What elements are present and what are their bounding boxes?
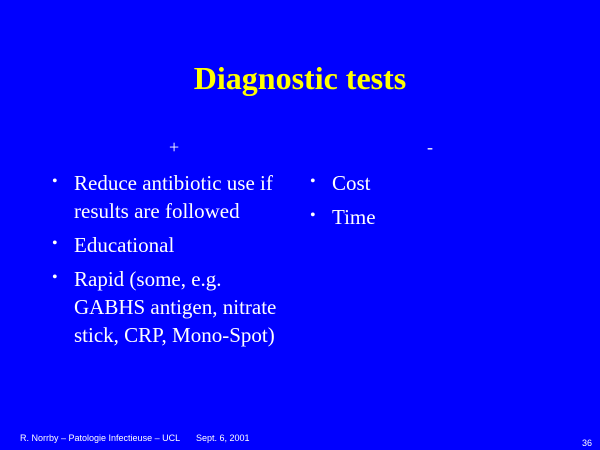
list-item	[52, 265, 292, 349]
con-item-text: Time	[332, 205, 376, 229]
pro-item-text: Reduce antibiotic use if results are followed	[74, 171, 273, 223]
pro-item-text: Rapid (some, e.g. GABHS antigen, nitrate stick, CRP, Mono-Spot)	[74, 267, 277, 347]
pros-heading: +	[169, 137, 180, 157]
bullet-icon: •	[310, 207, 316, 224]
bullet-icon: •	[52, 173, 58, 190]
con-item-text: Cost	[332, 171, 371, 195]
list-item	[52, 231, 292, 259]
list-item	[310, 169, 510, 197]
pros-list	[52, 169, 292, 355]
slide-title: Diagnostic tests	[193, 60, 407, 96]
footer-date: Sept. 6, 2001	[196, 433, 250, 443]
bullet-icon: •	[52, 235, 58, 252]
list-item	[310, 203, 510, 231]
bullet-icon: •	[310, 173, 316, 190]
list-item	[52, 169, 292, 225]
pro-item-text: Educational	[74, 233, 175, 257]
cons-list	[310, 169, 510, 237]
page-number: 36	[582, 438, 593, 448]
footer-author: R. Norrby – Patologie Infectieuse – UCL	[20, 433, 181, 443]
cons-heading: -	[427, 137, 433, 157]
bullet-icon: •	[52, 269, 58, 286]
